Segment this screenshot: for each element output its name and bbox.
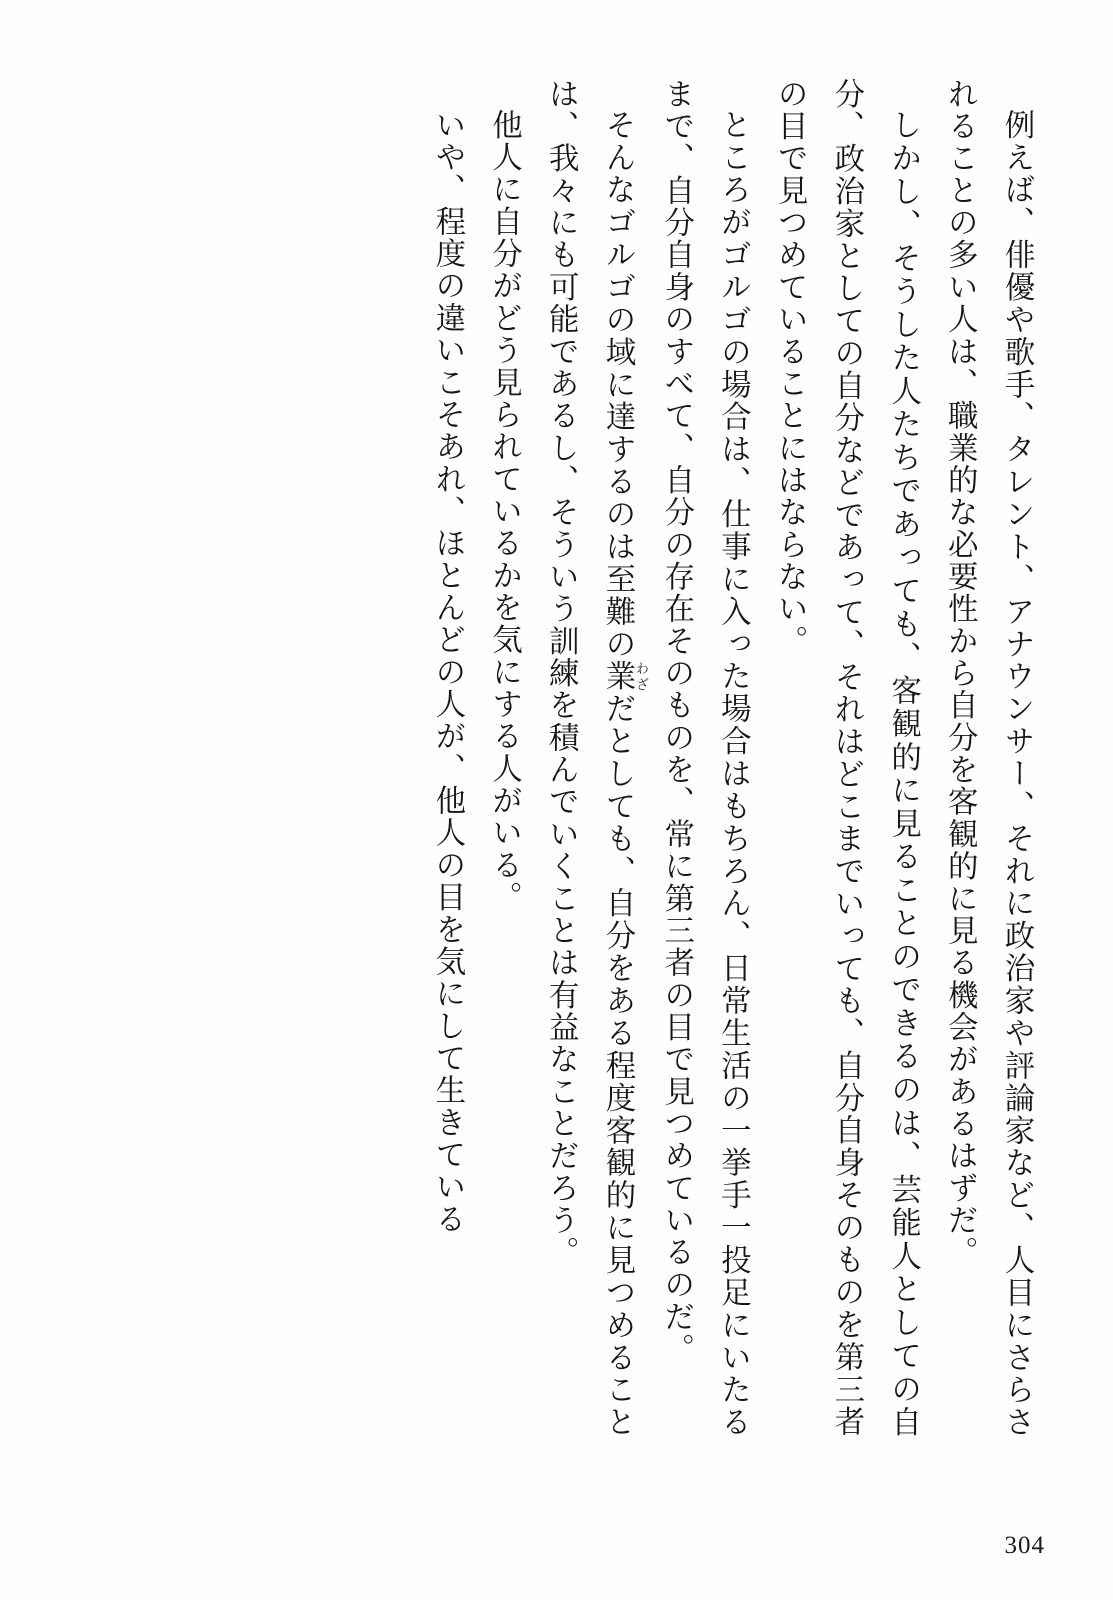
page-number: 304 bbox=[1004, 1532, 1045, 1559]
paragraph-2: しかし、そうした人たちであっても、客観的に見ることのできるのは、芸能人としての自分、政治家としての自分などであって、それはどこまでいっても、自分自身そのものを第三者の目で見つめていることにはならない。 bbox=[773, 78, 921, 1438]
paragraph-1: 例えば、俳優や歌手、タレント、アナウンサー、それに政治家や評論家など、人目にさらされることの多い人は、職業的な必要性から自分を客観的に見る機会があるはずだ。 bbox=[943, 78, 1034, 1438]
paragraph-3: ところがゴルゴの場合は、仕事に入った場合はもちろん、日常生活の一挙手一投足にいたるまで、自分自身のすべて、自分の存在そのものを、常に第三者の目で見つめているのだ。 bbox=[659, 78, 751, 1438]
ruby-base: 業 bbox=[600, 659, 635, 693]
ruby-waza bbox=[600, 659, 648, 693]
paragraph-6: いや、程度の違いこそあれ、ほとんどの人が、他人の目を気にして生きている bbox=[430, 108, 465, 1235]
paragraph-5: 他人に自分がどう見られているかを気にする人がいる。 bbox=[487, 108, 522, 913]
paragraph-4 bbox=[533, 78, 648, 1438]
paragraph-4-before-ruby: そんなゴルゴの域に達するのは至難の bbox=[600, 108, 635, 660]
paragraph-4-after-ruby: だとしても、自分をある程度客観的に見つめることは、我々にも可能であるし、そういう訓練を積んでいくことは有益なことだろう。 bbox=[544, 78, 635, 1438]
vertical-text-body bbox=[165, 78, 1045, 1438]
ruby-reading: わざ bbox=[633, 659, 648, 693]
